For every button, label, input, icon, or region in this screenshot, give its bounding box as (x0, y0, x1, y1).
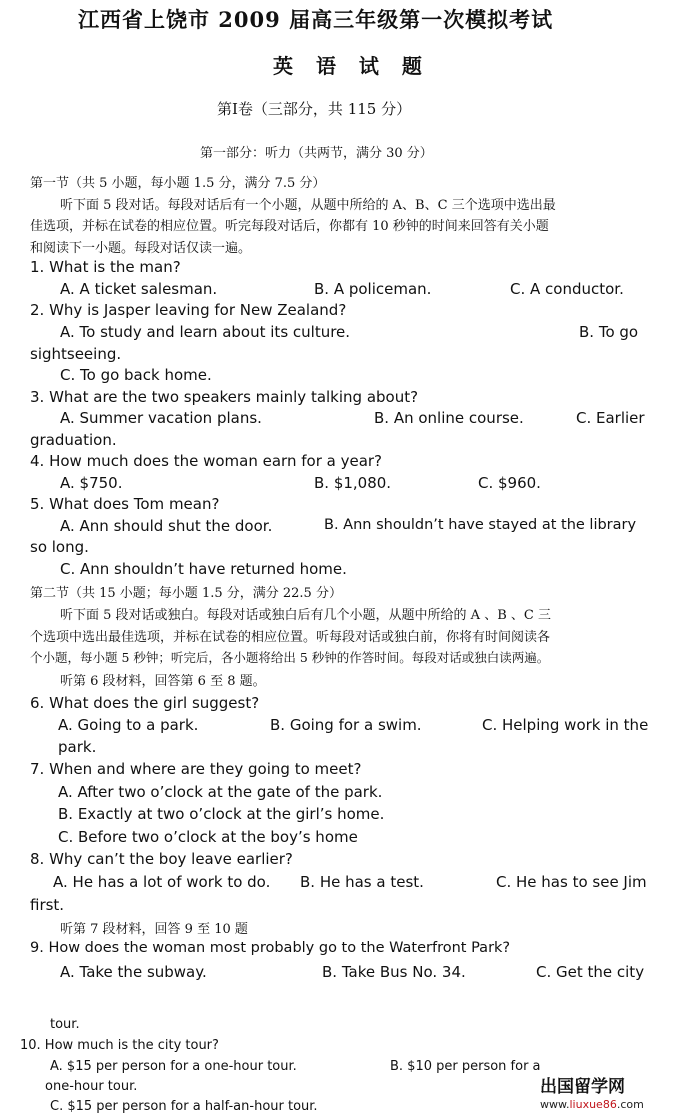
section2-instructions-line3: 个小题，每小题 5 秒钟；听完后，各小题将给出 5 秒钟的作答时间。每段对话或独白读两遍。 (30, 650, 550, 665)
q1-option-a: A. A ticket salesman. (60, 280, 218, 298)
q8-option-a: A. He has a lot of work to do. (53, 873, 271, 891)
volume-heading: 第Ⅰ卷（三部分，共 115 分） (217, 100, 412, 118)
q9-option-c-continued: tour. (50, 1017, 80, 1032)
section1-instructions-line2: 佳选项，并标在试卷的相应位置。听完每段对话后，你都有 10 秒钟的时间来回答有关小题 (30, 219, 549, 234)
q7-option-a: A. After two o’clock at the gate of the park. (58, 783, 383, 801)
q8-option-c-continued: first. (30, 896, 65, 914)
q2-option-b-continued: sightseeing. (30, 345, 122, 363)
question-7: 7. When and where are they going to meet? (30, 760, 362, 778)
q3-option-c: C. Earlier (576, 409, 645, 427)
part1-heading: 第一部分：听力（共两节，满分 30 分） (200, 146, 433, 161)
q5-option-b: B. Ann shouldn’t have stayed at the library (324, 517, 637, 533)
question-9: 9. How does the woman most probably go to the Waterfront Park? (30, 940, 511, 956)
exam-title: 江西省上饶市 2009 届高三年级第一次模拟考试 (78, 7, 554, 32)
q3-option-a: A. Summer vacation plans. (60, 409, 262, 427)
section1-heading: 第一节（共 5 小题，每小题 1.5 分，满分 7.5 分） (30, 176, 326, 191)
q9-option-b: B. Take Bus No. 34. (322, 963, 466, 981)
q5-option-a: A. Ann should shut the door. (60, 517, 273, 535)
q7-option-c: C. Before two o’clock at the boy’s home (58, 828, 358, 846)
question-10: 10. How much is the city tour? (20, 1038, 219, 1053)
section2-material7-note: 听第 7 段材料，回答 9 至 10 题 (60, 922, 248, 937)
watermark-logo-text: 出国留学网 (540, 1077, 625, 1097)
q3-option-c-continued: graduation. (30, 431, 117, 449)
q4-option-a: A. $750. (60, 474, 123, 492)
question-1: 1. What is the man? (30, 258, 181, 276)
question-3: 3. What are the two speakers mainly talking about? (30, 388, 419, 406)
watermark-url-suffix: .com (616, 1098, 644, 1111)
question-5: 5. What does Tom mean? (30, 495, 220, 513)
section1-instructions-line3: 和阅读下一小题。每段对话仅读一遍。 (30, 241, 252, 256)
q9-option-a: A. Take the subway. (60, 963, 207, 981)
q10-option-b-continued: one-hour tour. (45, 1079, 138, 1094)
q2-option-a: A. To study and learn about its culture. (60, 323, 351, 341)
exam-subtitle: 英 语 试 题 (273, 54, 430, 78)
q1-option-b: B. A policeman. (314, 280, 432, 298)
q4-option-c: C. $960. (478, 474, 541, 492)
question-2: 2. Why is Jasper leaving for New Zealand? (30, 301, 347, 319)
question-4: 4. How much does the woman earn for a year? (30, 452, 383, 470)
question-8: 8. Why can’t the boy leave earlier? (30, 850, 293, 868)
q3-option-b: B. An online course. (374, 409, 524, 427)
q8-option-c: C. He has to see Jim (496, 873, 647, 891)
section1-instructions-line1: 听下面 5 段对话。每段对话后有一个小题，从题中所给的 A、B、C 三个选项中选出最 (60, 198, 556, 213)
q6-option-a: A. Going to a park. (58, 716, 199, 734)
q10-option-a: A. $15 per person for a one-hour tour. (50, 1059, 297, 1074)
q9-option-c: C. Get the city (536, 963, 645, 981)
section2-instructions-line1: 听下面 5 段对话或独白。每段对话或独白后有几个小题，从题中所给的 A 、B 、C 三 (60, 608, 551, 623)
q4-option-b: B. $1,080. (314, 474, 392, 492)
q7-option-b: B. Exactly at two o’clock at the girl’s home. (58, 805, 385, 823)
q6-option-c-continued: park. (58, 738, 97, 756)
section2-heading: 第二节（共 15 小题；每小题 1.5 分，满分 22.5 分） (30, 586, 342, 601)
q2-option-c: C. To go back home. (60, 366, 212, 384)
q10-option-b: B. $10 per person for a (390, 1059, 541, 1074)
q5-option-b-continued: so long. (30, 538, 89, 556)
q2-option-b: B. To go (579, 323, 639, 341)
question-6: 6. What does the girl suggest? (30, 694, 260, 712)
section2-instructions-line2: 个选项中选出最佳选项，并标在试卷的相应位置。听每段对话或独白前，你将有时间阅读各 (30, 630, 551, 645)
q8-option-b: B. He has a test. (300, 873, 424, 891)
q5-option-c: C. Ann shouldn’t have returned home. (60, 560, 347, 578)
q6-option-c: C. Helping work in the (482, 716, 649, 734)
q10-option-c: C. $15 per person for a half-an-hour tour. (50, 1099, 318, 1114)
watermark-url (540, 1098, 644, 1111)
q1-option-c: C. A conductor. (510, 280, 624, 298)
watermark-url-domain: liuxue86 (569, 1098, 617, 1111)
watermark-url-prefix: www. (540, 1098, 570, 1111)
q6-option-b: B. Going for a swim. (270, 716, 422, 734)
section2-instructions-line4: 听第 6 段材料，回答第 6 至 8 题。 (60, 674, 266, 689)
